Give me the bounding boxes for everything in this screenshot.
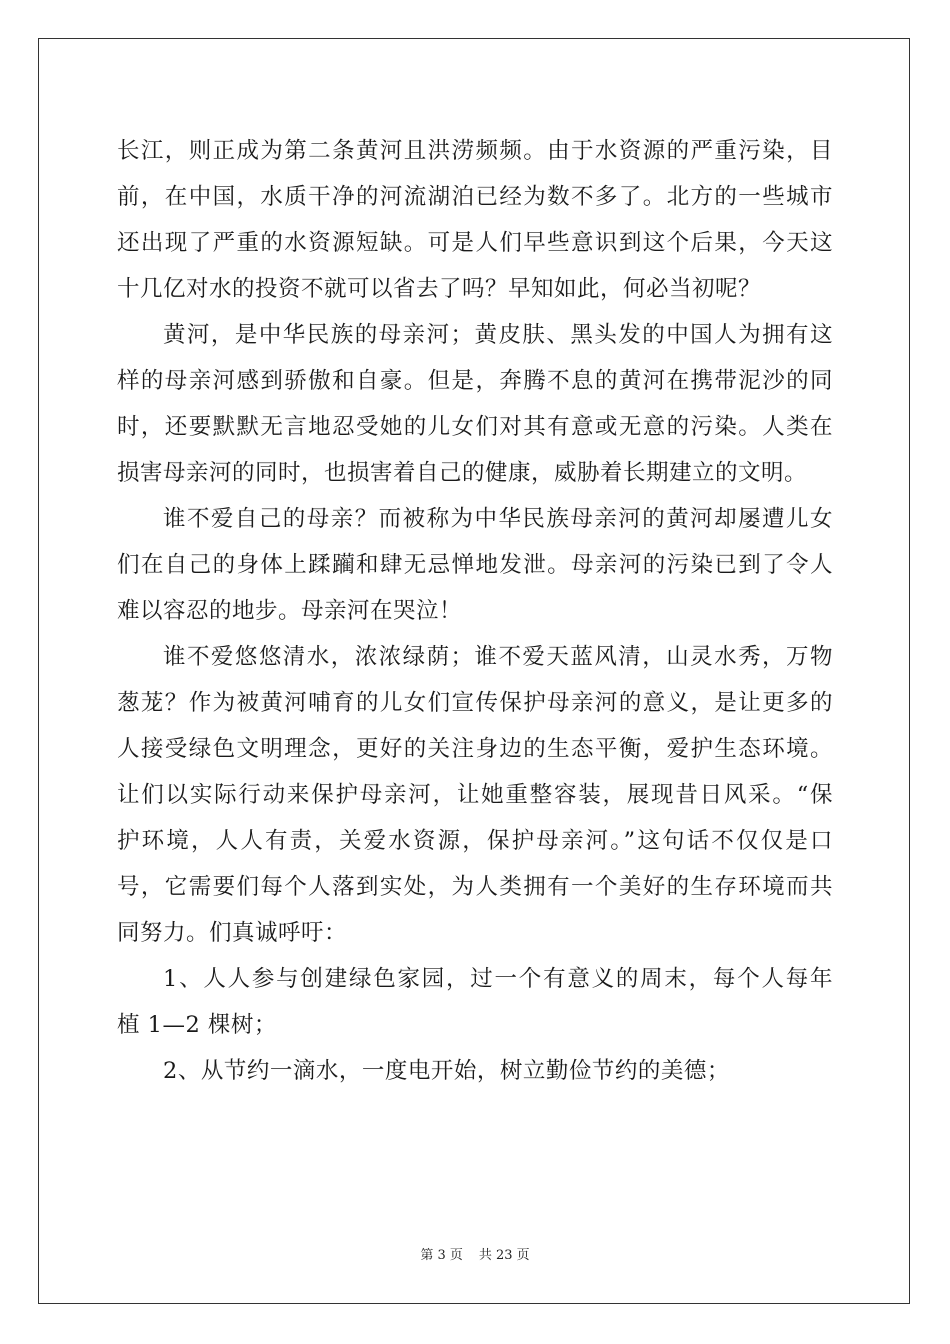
- text-line: 们在自己的身体上蹂躏和肆无忌惮地发泄。母亲河的污染已到了令人: [117, 552, 833, 578]
- text-line: 时，还要默默无言地忍受她的儿女们对其有意或无意的污染。人类在: [117, 414, 833, 440]
- text-line: 长江，则正成为第二条黄河且洪涝频频。由于水资源的严重污染，目: [117, 138, 833, 164]
- paragraph-first-line: 谁不爱悠悠清水，浓浓绿荫；谁不爱天蓝风清，山灵水秀，万物: [163, 644, 833, 670]
- text-line: 护环境，人人有责，关爱水资源，保护母亲河。”这句话不仅仅是口: [117, 828, 833, 854]
- page-footer: [0, 1244, 950, 1263]
- text-line: 前，在中国，水质干净的河流湖泊已经为数不多了。北方的一些城市: [117, 184, 833, 210]
- text-line: 号，它需要们每个人落到实处，为人类拥有一个美好的生存环境而共: [117, 874, 833, 900]
- text-line: 植 1—2 棵树；: [117, 1012, 277, 1038]
- paragraph-first-line: 黄河，是中华民族的母亲河；黄皮肤、黑头发的中国人为拥有这: [163, 322, 833, 348]
- paragraph-first-line: 谁不爱自己的母亲？而被称为中华民族母亲河的黄河却屡遭儿女: [163, 506, 833, 532]
- text-line: 人接受绿色文明理念，更好的关注身边的生态平衡，爱护生态环境。: [117, 736, 833, 762]
- text-line: 还出现了严重的水资源短缺。可是人们早些意识到这个后果，今天这: [117, 230, 833, 256]
- text-line: 损害母亲河的同时，也损害着自己的健康，威胁着长期建立的文明。: [117, 460, 808, 486]
- document-body: [117, 128, 833, 1094]
- list-item-first-line: 1、人人参与创建绿色家园，过一个有意义的周末，每个人每年: [163, 966, 833, 992]
- page-number: 第 3 页: [420, 1248, 463, 1263]
- text-line: 让们以实际行动来保护母亲河，让她重整容装，展现昔日风采。“保: [117, 782, 833, 808]
- text-line: 样的母亲河感到骄傲和自豪。但是，奔腾不息的黄河在携带泥沙的同: [117, 368, 833, 394]
- text-line: 十几亿对水的投资不就可以省去了吗？早知如此，何必当初呢？: [117, 276, 762, 302]
- text-line: 同努力。们真诚呼吁：: [117, 920, 348, 946]
- text-line: 葱茏？作为被黄河哺育的儿女们宣传保护母亲河的意义，是让更多的: [117, 690, 833, 716]
- list-item-first-line: 2、从节约一滴水，一度电开始，树立勤俭节约的美德；: [163, 1058, 730, 1084]
- text-line: 难以容忍的地步。母亲河在哭泣！: [117, 598, 463, 624]
- total-pages: 共 23 页: [478, 1248, 530, 1263]
